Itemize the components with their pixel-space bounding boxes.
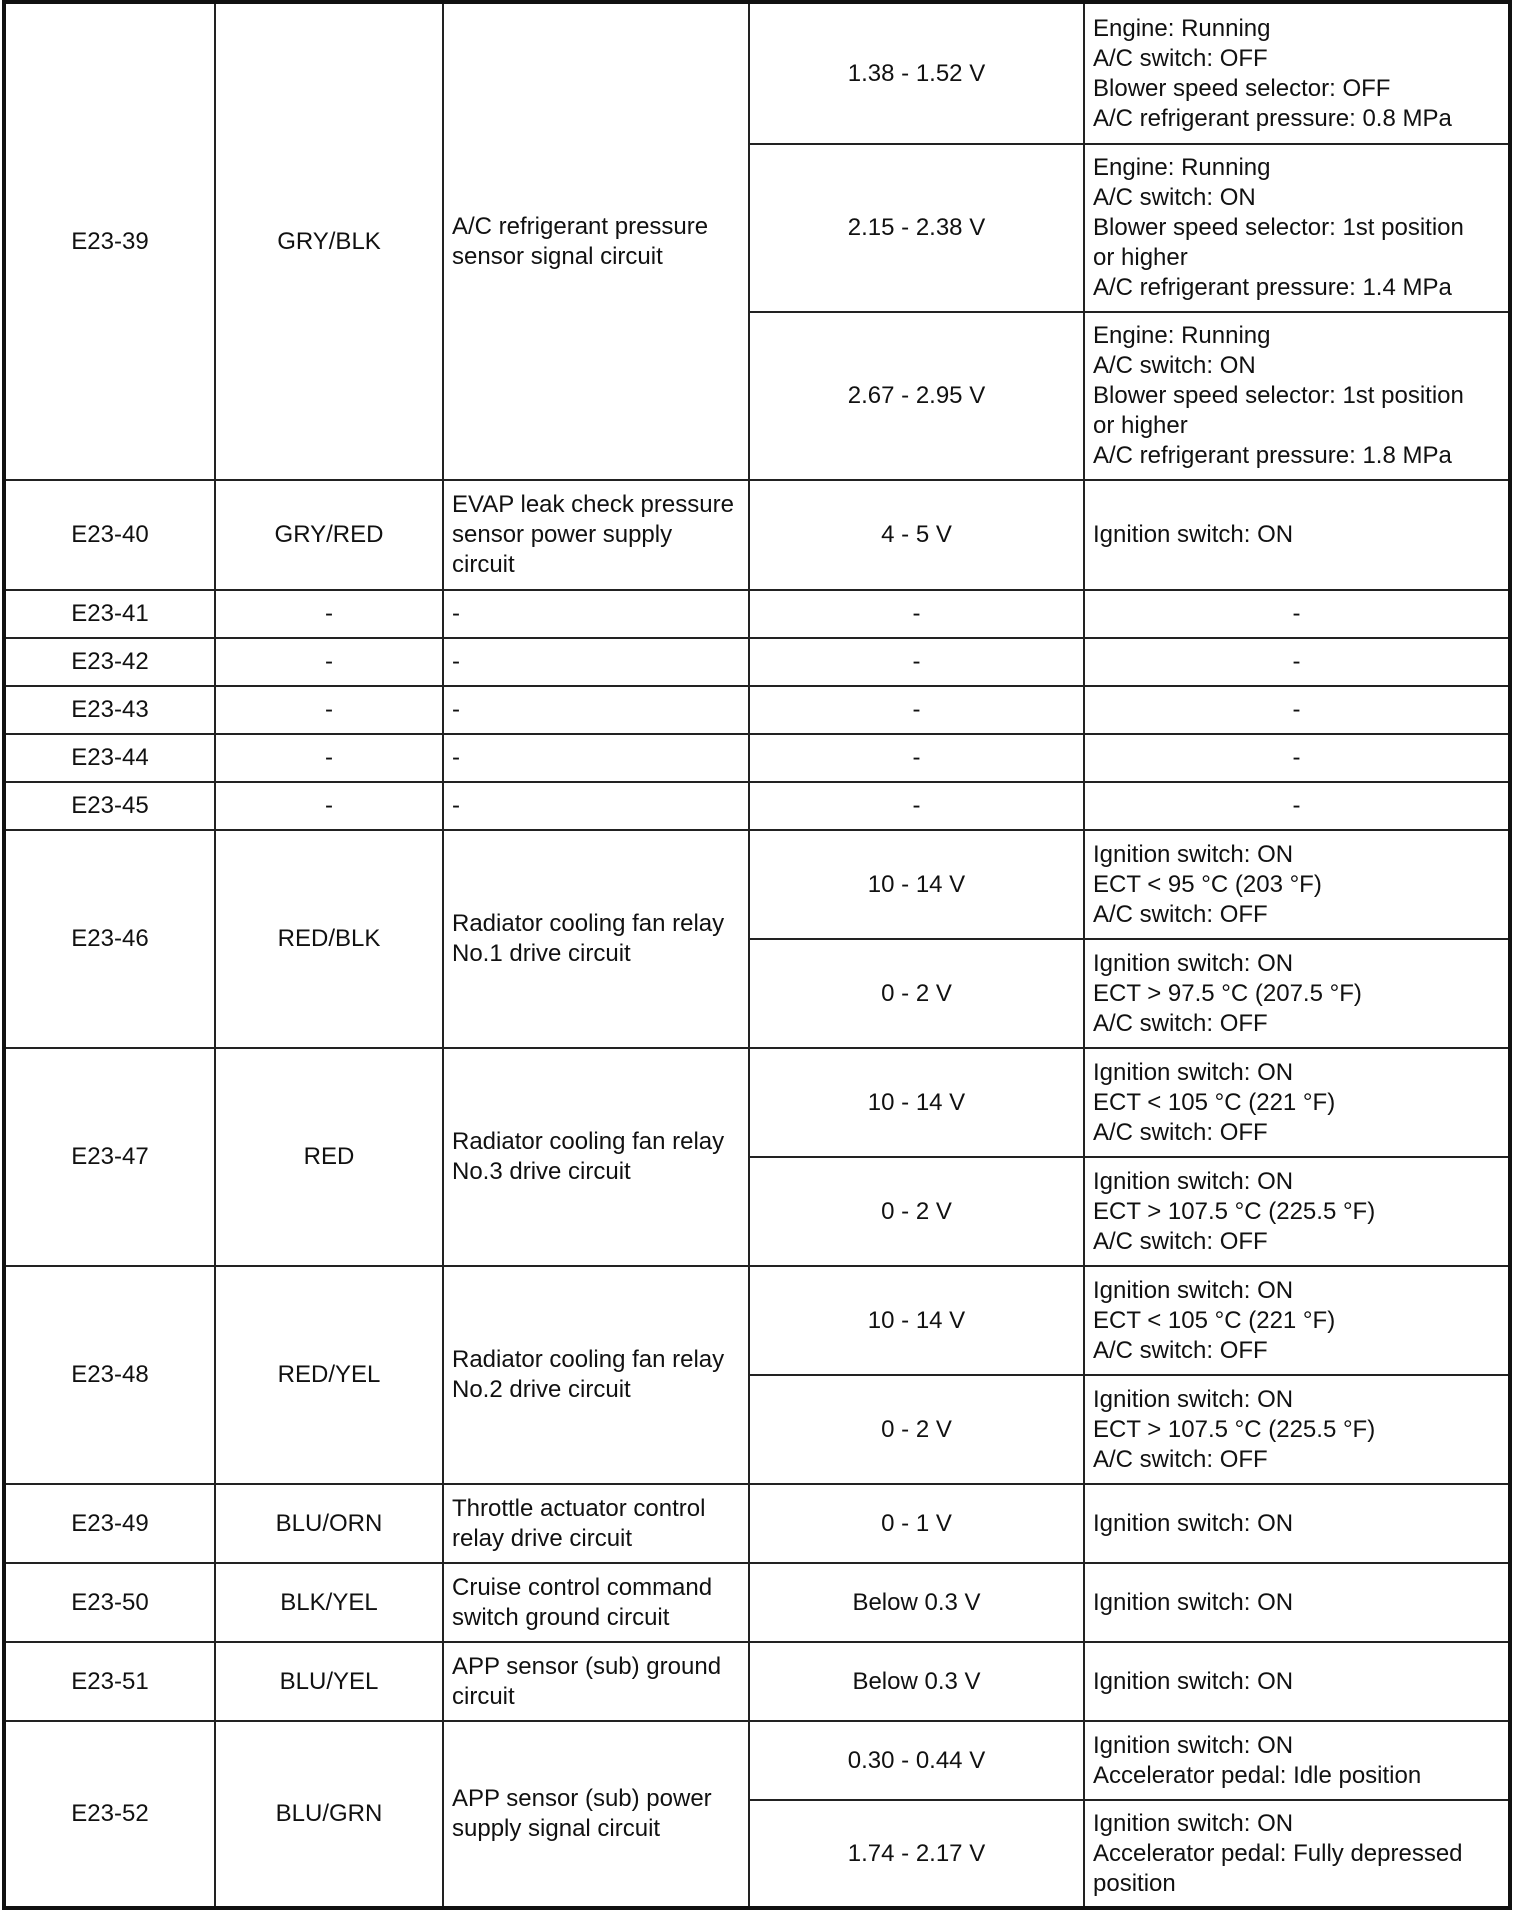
table-row [4,782,1510,830]
condition-cell [1084,2,1510,144]
voltage-value-cell: - [749,638,1084,686]
wire-color-cell: BLU/ORN [215,1484,443,1563]
condition-line: - [1292,792,1301,819]
voltage-value-cell: - [749,734,1084,782]
description-cell: - [443,734,749,782]
condition-cell [1084,830,1510,939]
terminal-cell: E23-44 [4,734,215,782]
condition-cell [1084,734,1510,782]
condition-line: Engine: Running [1093,14,1271,42]
condition-line: Ignition switch: ON [1093,949,1294,977]
table-row [4,1266,1510,1375]
condition-cell [1084,939,1510,1048]
voltage-value-cell: - [749,782,1084,830]
condition-line: Ignition switch: ON [1093,1588,1294,1616]
voltage-value-cell: 0 - 2 V [749,1375,1084,1484]
voltage-value-cell: 2.15 - 2.38 V [749,144,1084,312]
terminal-cell: E23-39 [4,2,215,480]
condition-line: ECT > 107.5 °C (225.5 °F) [1093,1415,1376,1443]
description-cell: Radiator cooling fan relay No.1 drive circuit [443,830,749,1048]
condition-line: position [1093,1869,1176,1897]
voltage-value-cell: 0 - 1 V [749,1484,1084,1563]
condition-line: A/C switch: OFF [1093,1336,1268,1364]
condition-line: ECT < 105 °C (221 °F) [1093,1088,1336,1116]
condition-line: or higher [1093,412,1188,439]
condition-line: A/C switch: OFF [1093,900,1268,928]
description-cell: Radiator cooling fan relay No.3 drive circuit [443,1048,749,1266]
voltage-value-cell: 0.30 - 0.44 V [749,1721,1084,1800]
condition-cell [1084,1157,1510,1266]
wire-color-cell: - [215,590,443,638]
condition-line: A/C switch: OFF [1093,44,1268,72]
terminal-table-container [2,0,1512,1898]
wire-color-cell: RED/YEL [215,1266,443,1484]
table-row [4,1048,1510,1157]
condition-cell [1084,686,1510,734]
description-cell: - [443,590,749,638]
terminal-cell: E23-45 [4,782,215,830]
condition-cell [1084,1484,1510,1563]
table-row [4,734,1510,782]
wire-color-cell: BLU/GRN [215,1721,443,1908]
condition-line: Ignition switch: ON [1093,1731,1294,1759]
terminal-voltage-table [2,0,1512,1910]
condition-cell [1084,782,1510,830]
wire-color-cell: - [215,638,443,686]
table-body [4,2,1510,1908]
condition-line: Accelerator pedal: Fully depressed [1093,1839,1463,1867]
condition-line: - [1292,648,1301,675]
voltage-value-cell: 10 - 14 V [749,1048,1084,1157]
condition-line: A/C refrigerant pressure: 0.8 MPa [1093,104,1452,132]
description-cell: - [443,638,749,686]
condition-line: ECT > 97.5 °C (207.5 °F) [1093,979,1362,1007]
wire-color-cell: GRY/BLK [215,2,443,480]
condition-line: or higher [1093,244,1188,271]
terminal-cell: E23-46 [4,830,215,1048]
table-row [4,480,1510,590]
condition-line: Engine: Running [1093,154,1271,181]
table-row [4,1563,1510,1642]
wire-color-cell: - [215,686,443,734]
wire-color-cell: - [215,734,443,782]
condition-line: - [1292,600,1301,627]
condition-line: Ignition switch: ON [1093,1667,1294,1695]
condition-cell [1084,480,1510,590]
voltage-value-cell: - [749,686,1084,734]
description-cell: APP sensor (sub) ground circuit [443,1642,749,1721]
table-row [4,2,1510,144]
voltage-value-cell: 2.67 - 2.95 V [749,312,1084,480]
condition-line: Ignition switch: ON [1093,1058,1294,1086]
table-row [4,686,1510,734]
condition-line: - [1292,696,1301,723]
description-cell: EVAP leak check pressure sensor power supply circuit [443,480,749,590]
condition-cell [1084,1642,1510,1721]
condition-line: A/C switch: OFF [1093,1009,1268,1037]
condition-line: A/C refrigerant pressure: 1.4 MPa [1093,274,1452,301]
voltage-value-cell: 0 - 2 V [749,939,1084,1048]
table-row [4,1484,1510,1563]
condition-line: ECT < 95 °C (203 °F) [1093,870,1322,898]
condition-line: Blower speed selector: OFF [1093,74,1391,102]
terminal-cell: E23-48 [4,1266,215,1484]
description-cell: Radiator cooling fan relay No.2 drive circuit [443,1266,749,1484]
terminal-cell: E23-52 [4,1721,215,1908]
terminal-cell: E23-43 [4,686,215,734]
condition-line: A/C switch: OFF [1093,1118,1268,1146]
description-cell: Cruise control command switch ground circuit [443,1563,749,1642]
condition-cell [1084,1563,1510,1642]
condition-line: Ignition switch: ON [1093,521,1294,548]
condition-cell [1084,1048,1510,1157]
condition-line: Ignition switch: ON [1093,1809,1294,1837]
terminal-cell: E23-50 [4,1563,215,1642]
voltage-value-cell: 10 - 14 V [749,830,1084,939]
voltage-value-cell: 4 - 5 V [749,480,1084,590]
description-cell: Throttle actuator control relay drive circuit [443,1484,749,1563]
condition-line: A/C switch: OFF [1093,1445,1268,1473]
terminal-cell: E23-51 [4,1642,215,1721]
condition-cell [1084,638,1510,686]
wire-color-cell: - [215,782,443,830]
condition-cell [1084,590,1510,638]
terminal-cell: E23-47 [4,1048,215,1266]
condition-cell [1084,312,1510,480]
description-cell: - [443,782,749,830]
condition-line: Ignition switch: ON [1093,840,1294,868]
condition-cell [1084,1375,1510,1484]
voltage-value-cell: 1.74 - 2.17 V [749,1800,1084,1908]
terminal-cell: E23-42 [4,638,215,686]
condition-line: Blower speed selector: 1st position [1093,382,1464,409]
wire-color-cell: RED/BLK [215,830,443,1048]
terminal-cell: E23-49 [4,1484,215,1563]
voltage-value-cell: Below 0.3 V [749,1563,1084,1642]
voltage-value-cell: 10 - 14 V [749,1266,1084,1375]
condition-line: A/C switch: ON [1093,352,1256,379]
description-cell: A/C refrigerant pressure sensor signal circuit [443,2,749,480]
condition-line: Accelerator pedal: Idle position [1093,1761,1422,1789]
condition-line: Ignition switch: ON [1093,1167,1294,1195]
table-row [4,638,1510,686]
voltage-value-cell: - [749,590,1084,638]
voltage-value-cell: 1.38 - 1.52 V [749,2,1084,144]
condition-line: A/C refrigerant pressure: 1.8 MPa [1093,442,1452,469]
condition-line: - [1292,744,1301,771]
condition-line: Engine: Running [1093,322,1271,349]
condition-line: Ignition switch: ON [1093,1385,1294,1413]
condition-cell [1084,1266,1510,1375]
condition-cell [1084,1721,1510,1800]
table-row [4,1642,1510,1721]
description-cell: - [443,686,749,734]
condition-line: Blower speed selector: 1st position [1093,214,1464,241]
table-row [4,590,1510,638]
condition-line: A/C switch: OFF [1093,1227,1268,1255]
terminal-cell: E23-40 [4,480,215,590]
condition-line: ECT < 105 °C (221 °F) [1093,1306,1336,1334]
wire-color-cell: GRY/RED [215,480,443,590]
wire-color-cell: RED [215,1048,443,1266]
voltage-value-cell: 0 - 2 V [749,1157,1084,1266]
table-row [4,830,1510,939]
condition-line: A/C switch: ON [1093,184,1256,211]
condition-line: Ignition switch: ON [1093,1276,1294,1304]
table-row [4,1721,1510,1800]
wire-color-cell: BLK/YEL [215,1563,443,1642]
wire-color-cell: BLU/YEL [215,1642,443,1721]
condition-line: Ignition switch: ON [1093,1509,1294,1537]
condition-cell [1084,144,1510,312]
voltage-value-cell: Below 0.3 V [749,1642,1084,1721]
description-cell: APP sensor (sub) power supply signal circuit [443,1721,749,1908]
condition-cell [1084,1800,1510,1908]
condition-line: ECT > 107.5 °C (225.5 °F) [1093,1197,1376,1225]
terminal-cell: E23-41 [4,590,215,638]
